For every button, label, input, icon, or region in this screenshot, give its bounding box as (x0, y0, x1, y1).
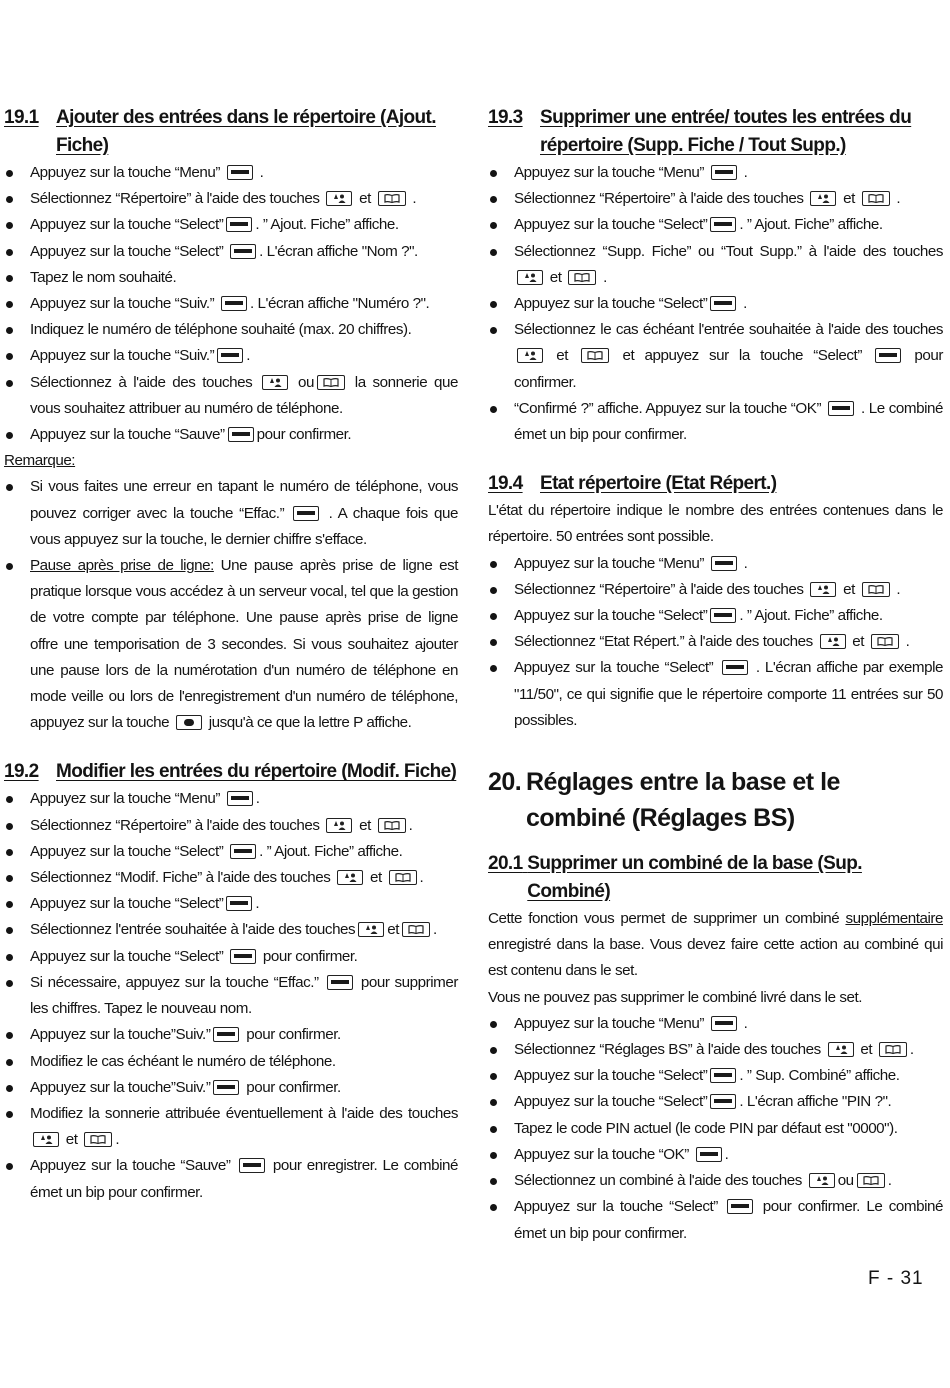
nav-up-icon (828, 1042, 854, 1057)
list-item: Appuyez sur la touche “Select” . (4, 891, 458, 917)
list-item: Indiquez le numéro de téléphone souhaité (max. 20 chiffres). (4, 317, 458, 343)
nav-down-icon (378, 818, 406, 833)
softkey-icon (722, 660, 748, 675)
list-item: Modifiez la sonnerie attribuée éventuellement à l'aide des touches et . (4, 1101, 458, 1153)
list-item: Appuyez sur la touche “Select” pour confirmer. (4, 944, 458, 970)
list-item: Si vous faites une erreur en tapant le numéro de téléphone, vous pouvez corriger avec la touche “Effac.” . A chaque fois que vous appuyez sur la touche, le dernier chiffre s'efface. (4, 474, 458, 553)
softkey-icon (828, 401, 854, 416)
list-item: Appuyez sur la touche “OK” . (488, 1142, 943, 1168)
list-item: Appuyez sur la touche “Select” . ” Ajout. Fiche” affiche. (4, 212, 458, 238)
list-item: Appuyez sur la touche “Select” . ” Sup. Combiné” affiche. (488, 1063, 943, 1089)
remark-list (4, 474, 458, 736)
list-item: Sélectionnez un combiné à l'aide des touches ou . (488, 1168, 943, 1194)
nav-up-icon (326, 191, 352, 206)
softkey-icon (293, 506, 319, 521)
list-item: Sélectionnez à l'aide des touches ou la sonnerie que vous souhaitez attribuer au numéro de téléphone. (4, 370, 458, 422)
chapter-20-heading: 20. Réglages entre la base et le combiné (Réglages BS) (488, 768, 840, 833)
list-item: Sélectionnez “Etat Répert.” à l'aide des touches et . (488, 629, 943, 655)
softkey-icon (213, 1027, 239, 1042)
nav-up-icon (337, 870, 363, 885)
list-item: Appuyez sur la touche “Select” . L'écran affiche "PIN ?". (488, 1089, 943, 1115)
softkey-icon (227, 791, 253, 806)
softkey-icon (711, 1016, 737, 1031)
remark-label: Remarque: (4, 452, 76, 470)
nav-down-icon (389, 870, 417, 885)
nav-down-icon (879, 1042, 907, 1057)
list-item: Sélectionnez “Répertoire” à l'aide des touches et . (4, 813, 458, 839)
nav-up-icon (33, 1132, 59, 1147)
page-number: F - 31 (868, 1268, 924, 1289)
softkey-icon (327, 975, 353, 990)
softkey-icon (213, 1080, 239, 1095)
list-item: Appuyez sur la touche “Select” pour confirmer. Le combiné émet un bip pour confirmer. (488, 1194, 943, 1246)
nav-down-icon (581, 348, 609, 363)
pause-key-icon (176, 715, 202, 730)
left-column (4, 104, 458, 1206)
nav-down-icon (862, 191, 890, 206)
right-column (488, 104, 943, 1247)
list-item: Appuyez sur la touche “Suiv.” . L'écran affiche "Numéro ?". (4, 291, 458, 317)
section-19-4-list (488, 551, 943, 734)
list-item: Sélectionnez “Répertoire” à l'aide des touches et . (488, 186, 943, 212)
softkey-icon (875, 348, 901, 363)
list-item: Modifiez le cas échéant le numéro de téléphone. (4, 1049, 458, 1075)
softkey-icon (230, 844, 256, 859)
softkey-icon (227, 165, 253, 180)
softkey-icon (226, 896, 252, 911)
section-20-1-list (488, 1011, 943, 1247)
softkey-icon (230, 244, 256, 259)
list-item: Appuyez sur la touche “Menu” . (4, 160, 458, 186)
section-20-1-note: Vous ne pouvez pas supprimer le combiné livré dans le set. (488, 988, 863, 1006)
list-item: Sélectionnez “Répertoire” à l'aide des touches et . (4, 186, 458, 212)
nav-down-icon (402, 922, 430, 937)
softkey-icon (710, 608, 736, 623)
softkey-icon (711, 556, 737, 571)
nav-up-icon (810, 191, 836, 206)
list-item: Appuyez sur la touche “Select” . (488, 291, 943, 317)
list-item: Appuyez sur la touche “Select” . L'écran affiche par exemple "11/50", ce qui signifie que le répertoire comporte 11 entrées sur 50 possibles. (488, 655, 943, 734)
list-item: Appuyez sur la touche “Select” . ” Ajout. Fiche” affiche. (4, 839, 458, 865)
section-19-1-heading: 19.1 Ajouter des entrées dans le répertoire (Ajout. Fiche) (4, 107, 436, 156)
softkey-icon (727, 1199, 753, 1214)
section-19-3-heading: 19.3 Supprimer une entrée/ toutes les entrées du répertoire (Supp. Fiche / Tout Supp.) (488, 107, 912, 156)
nav-down-icon (84, 1132, 112, 1147)
list-item: Appuyez sur la touche “Select” . L'écran affiche "Nom ?". (4, 239, 458, 265)
section-19-2-list (4, 786, 458, 1205)
list-item: Sélectionnez “Réglages BS” à l'aide des touches et . (488, 1037, 943, 1063)
nav-up-icon (262, 375, 288, 390)
nav-down-icon (857, 1173, 885, 1188)
softkey-icon (710, 217, 736, 232)
list-item: Appuyez sur la touche “Sauve” pour enregistrer. Le combiné émet un bip pour confirmer. (4, 1153, 458, 1205)
list-item: Sélectionnez l'entrée souhaitée à l'aide des touches et . (4, 917, 458, 943)
softkey-icon (710, 296, 736, 311)
softkey-icon (711, 165, 737, 180)
nav-down-icon (871, 634, 899, 649)
list-item: Sélectionnez “Supp. Fiche” ou “Tout Supp.” à l'aide des touches et . (488, 239, 943, 291)
list-item: Appuyez sur la touche “Select” . ” Ajout. Fiche” affiche. (488, 603, 943, 629)
section-20-1-heading: 20.1 Supprimer un combiné de la base (Sup. Combiné) (488, 853, 862, 903)
list-item: Tapez le nom souhaité. (4, 265, 458, 291)
softkey-icon (221, 296, 247, 311)
list-item: Tapez le code PIN actuel (le code PIN par défaut est "0000"). (488, 1116, 943, 1142)
softkey-icon (230, 949, 256, 964)
list-item: Appuyez sur la touche”Suiv.” pour confirmer. (4, 1022, 458, 1048)
softkey-icon (710, 1068, 736, 1083)
nav-up-icon (326, 818, 352, 833)
nav-up-icon (820, 634, 846, 649)
nav-up-icon (358, 922, 384, 937)
list-item: Sélectionnez “Répertoire” à l'aide des touches et . (488, 577, 943, 603)
softkey-icon (239, 1158, 265, 1173)
list-item: Appuyez sur la touche “Sauve” pour confirmer. (4, 422, 458, 448)
softkey-icon (217, 348, 243, 363)
list-item: Appuyez sur la touche “Menu” . (488, 160, 943, 186)
list-item: Appuyez sur la touche “Menu” . (4, 786, 458, 812)
list-item: Sélectionnez “Modif. Fiche” à l'aide des touches et . (4, 865, 458, 891)
nav-down-icon (317, 375, 345, 390)
list-item: “Confirmé ?” affiche. Appuyez sur la touche “OK” . Le combiné émet un bip pour confirmer. (488, 396, 943, 448)
softkey-icon (710, 1094, 736, 1109)
nav-up-icon (517, 270, 543, 285)
list-item: Appuyez sur la touche “Menu” . (488, 1011, 943, 1037)
softkey-icon (228, 427, 254, 442)
section-19-2-heading: 19.2 Modifier les entrées du répertoire (Modif. Fiche) (4, 761, 457, 783)
softkey-icon (696, 1147, 722, 1162)
nav-down-icon (378, 191, 406, 206)
list-item: Si nécessaire, appuyez sur la touche “Effac.” pour supprimer les chiffres. Tapez le nouveau nom. (4, 970, 458, 1022)
softkey-icon (226, 217, 252, 232)
nav-down-icon (568, 270, 596, 285)
nav-down-icon (862, 582, 890, 597)
section-19-3-list (488, 160, 943, 448)
section-19-1-list (4, 160, 458, 448)
nav-up-icon (810, 582, 836, 597)
nav-up-icon (517, 348, 543, 363)
section-19-4-intro: L'état du répertoire indique le nombre des entrées contenues dans le répertoire. 50 entrées sont possible. (488, 502, 943, 546)
list-item: Appuyez sur la touche”Suiv.” pour confirmer. (4, 1075, 458, 1101)
list-item: Pause après prise de ligne: Une pause après prise de ligne est pratique lorsque vous accédez à un serveur vocal, tel que la gestion de votre compte par téléphone. Une pause après prise de ligne offre une temporisation de 3 secondes. Si vous souhaitez ajouter une pause lors de la numérotation d'un numéro de téléphone en mode veille ou lors de l'enregistrement d'un numéro de téléphone, appuyez sur la touche jusqu'à ce que la lettre P affiche. (4, 553, 458, 736)
list-item: Appuyez sur la touche “Suiv.” . (4, 343, 458, 369)
section-20-1-intro: Cette fonction vous permet de supprimer un combiné supplémentaire enregistré dans la base. Vous devez faire cette action au combiné qui est contenu dans le set. (488, 910, 943, 980)
list-item: Appuyez sur la touche “Menu” . (488, 551, 943, 577)
nav-up-icon (809, 1173, 835, 1188)
list-item: Sélectionnez le cas échéant l'entrée souhaitée à l'aide des touches et et appuyez sur la touche “Select” pour confirmer. (488, 317, 943, 396)
list-item: Appuyez sur la touche “Select” . ” Ajout. Fiche” affiche. (488, 212, 943, 238)
section-19-4-heading: 19.4 Etat répertoire (Etat Répert.) (488, 473, 777, 495)
